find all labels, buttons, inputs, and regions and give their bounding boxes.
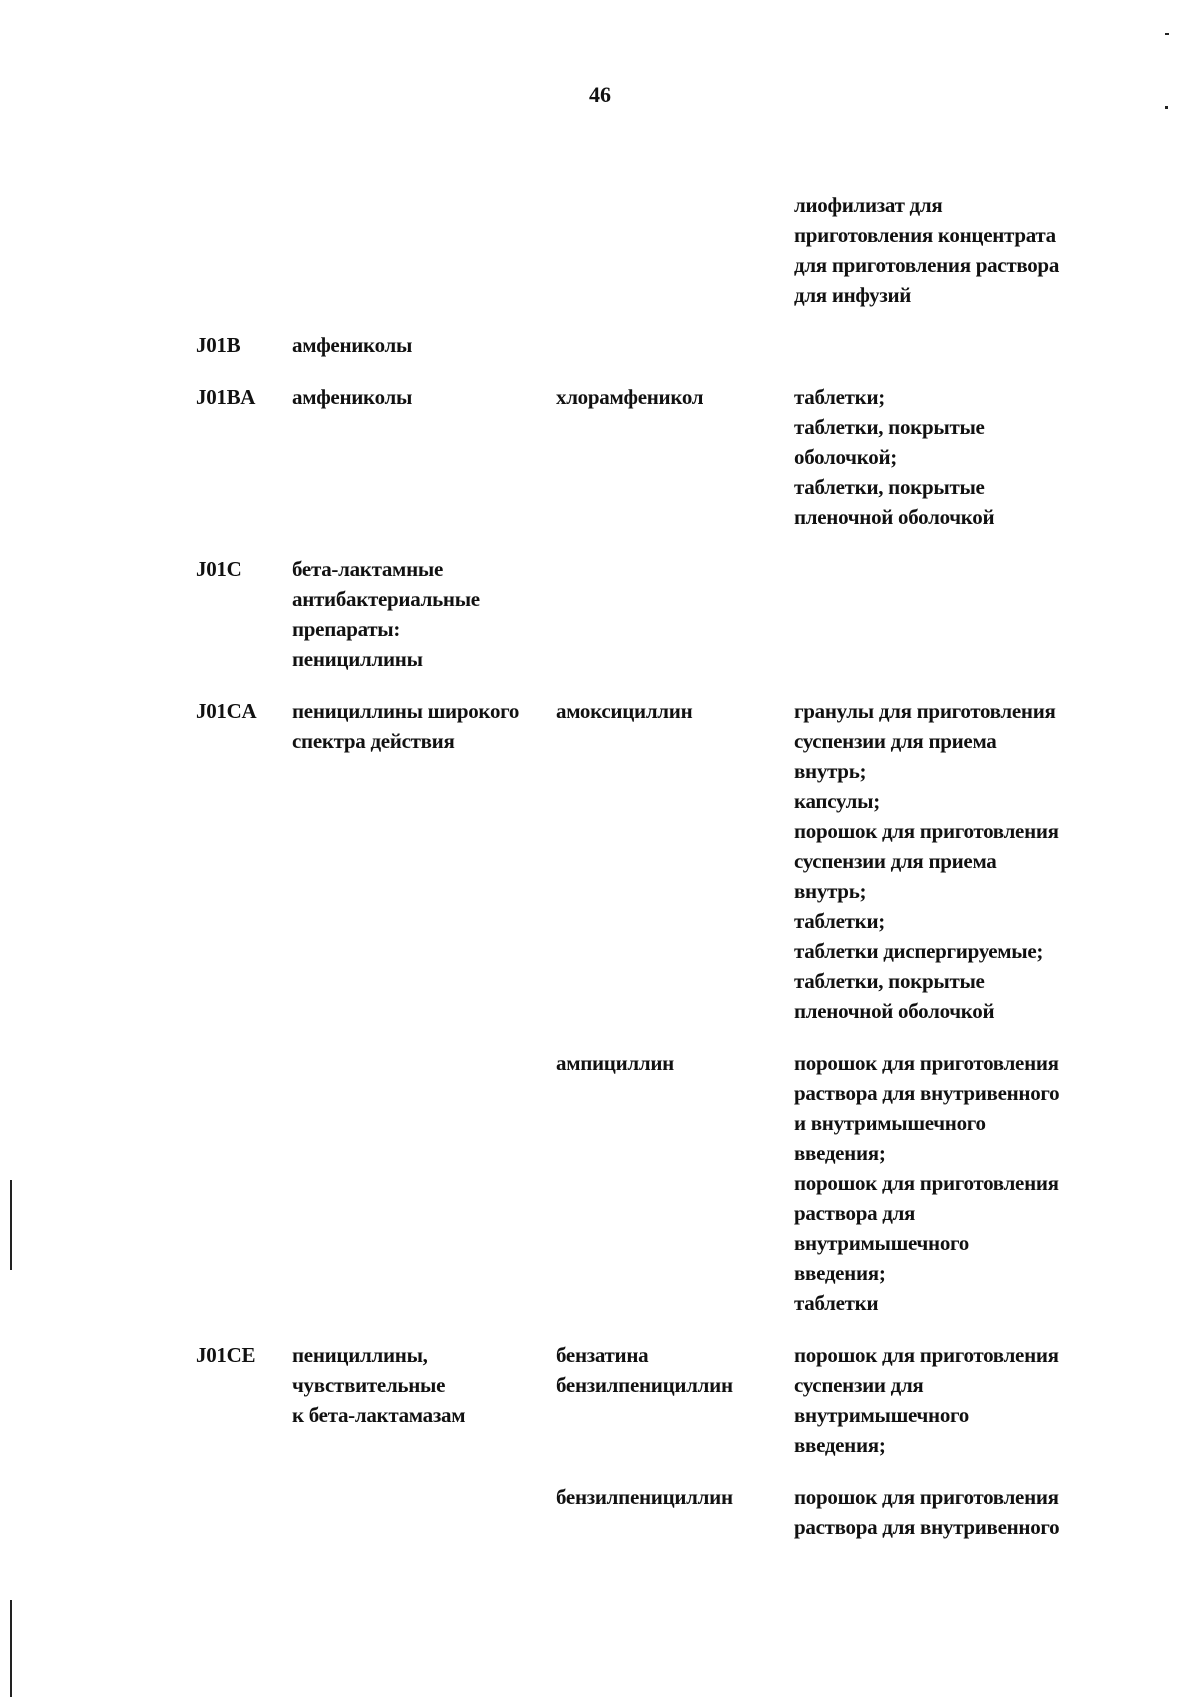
anatomical-group: амфениколы <box>292 333 413 357</box>
drug-name: амоксициллин <box>556 699 693 723</box>
atc-code: J01B <box>196 333 241 357</box>
anatomical-group: пенициллины, чувствительные к бета-лактамазам <box>292 1343 466 1427</box>
atc-code <box>196 190 292 310</box>
atc-code: J01CE <box>196 1343 256 1367</box>
table-row <box>196 1482 1096 1542</box>
anatomical-group <box>292 1048 556 1318</box>
drug-name: хлорамфеникол <box>556 385 704 409</box>
atc-code: J01CA <box>196 699 257 723</box>
atc-code <box>196 1482 292 1542</box>
drug-name <box>556 190 794 310</box>
scan-artifact <box>1165 106 1168 109</box>
dosage-forms: порошок для приготовления раствора для внутривенного <box>794 1485 1060 1539</box>
anatomical-group: амфениколы <box>292 385 413 409</box>
atc-code <box>196 1048 292 1318</box>
table-row <box>196 1340 1096 1460</box>
dosage-forms: гранулы для приготовления суспензии для приема внутрь; капсулы; порошок для приготовления суспензии для приема внутрь; таблетки; таблетки диспергируемые; таблетки, покрытые пленочной оболочкой <box>794 699 1059 1023</box>
dosage-forms: лиофилизат для приготовления концентрата для приготовления раствора для инфузий <box>794 193 1060 307</box>
anatomical-group: бета-лактамные антибактериальные препараты: пенициллины <box>292 557 480 671</box>
drug-name: бензилпенициллин <box>556 1485 733 1509</box>
atc-code: J01BA <box>196 385 256 409</box>
table-row <box>196 190 1096 310</box>
dosage-forms <box>794 554 1096 674</box>
atc-code: J01C <box>196 557 242 581</box>
anatomical-group <box>292 1482 556 1542</box>
drug-name <box>556 330 794 360</box>
scan-artifact <box>10 1180 12 1270</box>
table-row <box>196 696 1096 1026</box>
scan-artifact <box>1165 33 1169 35</box>
table-row <box>196 554 1096 674</box>
drug-name <box>556 554 794 674</box>
drug-name: ампициллин <box>556 1051 674 1075</box>
dosage-forms: порошок для приготовления суспензии для внутримышечного введения; <box>794 1343 1059 1457</box>
table-row <box>196 1048 1096 1318</box>
dosage-forms: таблетки; таблетки, покрытые оболочкой; таблетки, покрытые пленочной оболочкой <box>794 385 995 529</box>
dosage-forms: порошок для приготовления раствора для внутривенного и внутримышечного введения; порошок для приготовления раствора для внутримышечного введения; таблетки <box>794 1051 1060 1315</box>
table-row <box>196 330 1096 360</box>
dosage-forms <box>794 330 1096 360</box>
anatomical-group <box>292 190 556 310</box>
page-number: 46 <box>589 82 611 107</box>
drug-table <box>196 190 1096 1542</box>
scan-artifact <box>10 1600 12 1697</box>
anatomical-group: пенициллины широкого спектра действия <box>292 699 520 753</box>
drug-name: бензатина бензилпенициллин <box>556 1343 733 1397</box>
table-row <box>196 382 1096 532</box>
